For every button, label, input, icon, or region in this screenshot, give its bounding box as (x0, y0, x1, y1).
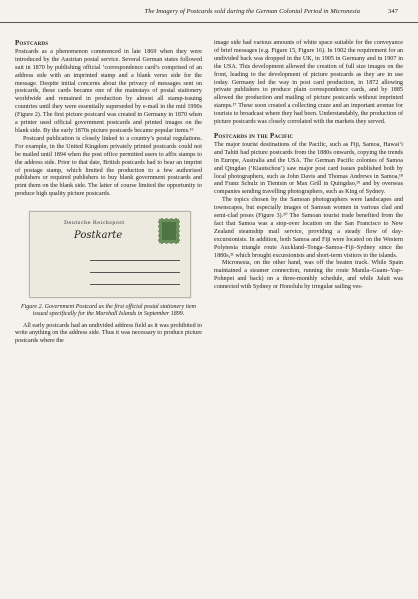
paragraph: All early postcards had an undivided address field as it was prohibited to write anything on the address side. Thus it was necessary to produce picture postcards where the (15, 322, 202, 345)
figure-caption: Figure 2. Government Postcard as the first official postal stationery item issued specifically for the Marshall Islands in September 1899. (20, 304, 197, 318)
card-header-text: Deutsche Reichspost (64, 220, 125, 227)
left-column (15, 40, 202, 346)
address-line (90, 284, 180, 285)
right-column (214, 40, 403, 292)
address-line (90, 272, 180, 273)
paragraph: The major tourist destinations of the Pacific, such as Fiji, Samoa, Hawai‘i and Tahiti had picture postcards from the 1880s onwards, copying the trends in Europe, Australia and the USA. The German Pacific colonies of Samoa and Qingdao (‘Kiautschou’) saw major post card issues published both by local photographers, such as John Davis and Thomas Andrews in Samoa,¹⁸ and Franz Schulz in Tientsin or Max Grill in Quingdao,¹⁹ and by overseas companies sending travelling photographers, such as King of Sydney. (214, 141, 403, 196)
card-title-text: Postkarte (74, 230, 123, 242)
section-heading-postcards: Postcards (15, 40, 49, 47)
address-line (90, 260, 180, 261)
section-heading-pacific: Postcards in the Pacific (214, 132, 294, 140)
paragraph: Micronesia, on the other hand, was off the beaten track. While Spain maintained a steamer connection, running the route Manila–Guam–Yap–Pohnpei and back) on a three-monthly schedule, and while Jaluit was connected with Sydney or Honolulu by irregular sailing ves- (214, 260, 403, 291)
figure-postcard (15, 207, 202, 300)
page-number: 347 (388, 8, 398, 15)
postcard-image (29, 211, 191, 298)
paragraph: The topics chosen by the Samoan photographers were landscapes and townscapes, but especially images of Samoan women in various clad and semi-clad poses (Figure 3).²⁰ The Samoan tourist trade benefited from the fact that Samoa was a stop-over location on the San Francisco to New Zealand steamship mail service, providing a steady flow of day-excursionists. In addition, both Samoa and Fiji were located on the Western Polynesia triangle route Auckland–Tonga–Samoa–Fiji–Sydney since the 1880s,²¹ which brought excursionists and short-term visitors to the islands. (214, 197, 403, 259)
stamp-icon (158, 218, 180, 244)
paragraph: image side had various amounts of white space suitable for the conveyance of brief messages (e.g. Figure 15, Figure 16). In 1902 the requirement for an undivided back was dropped in the UK, in 1905 in Germany and in 1907 in the USA. This development allowed the creation of full size images on the front, leading to the development of picture postcards as they are in use today. Germany led the way in post card production, in 1872 allowing private publishers to produce plain correspondence cards, and by 1885 allowed the production and mailing of picture postcards without imprinted stamps.¹⁷ These soon created a collecting craze and an important avenue for tourists to broadcast where they had been. Understandably, the production of picture postcards was closely correlated with the markets they served. (214, 40, 403, 126)
paragraph: Postcards as a phenomenon commenced in late 1869 when they were introduced by the Austrian postal service. Several German states followed suit in 1870 by publishing official ‘correspondence card’s comprised of an address side with an imprinted stamp and a blank verso side for the message. Despite initial concerns about the privacy of messages sent on postcards, these cards became one of the mainstays of postal stationery worldwide and remained in production by almost all stamp-issuing countries until they were essentially superseded by e-mail in the mid 1990s (Figure 2). The first picture postcard was created in Germany in 1870 when a printer used official government postcards and printed images on the blank side. By the early 1870s picture postcards became popular items.¹⁶ (15, 48, 202, 134)
running-title: The Imagery of Postcards sold during the German Colonial Period in Micronesia (144, 8, 360, 15)
running-header (0, 0, 418, 23)
paragraph: Postcard publication is closely linked to a country’s postal regulations. For example, in the United Kingdom privately printed postcards could not be mailed until 1894 when the post office permitted users to affix stamps to the address side. Prior to that date, British postcards had to bear an imprint of postage stamp, which limited the production to a few authorised publishers or required publishers to buy blank government postcards and print them on the blank side. The latter of course limited the opportunity to produce high quality picture postcards. (15, 135, 202, 198)
